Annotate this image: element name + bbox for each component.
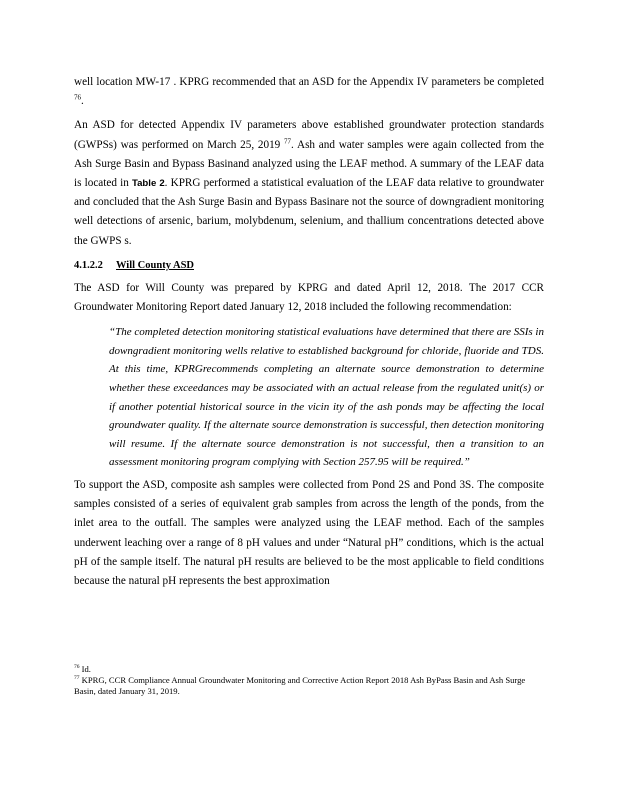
- document-body: [74, 73, 544, 597]
- table-2-reference: Table 2: [131, 178, 165, 190]
- footnotes: [74, 664, 549, 697]
- footnote-76: $^{76}$ Id.: [74, 664, 91, 674]
- section-heading: [74, 256, 544, 275]
- footnote-ref-77[interactable]: 77: [284, 136, 292, 145]
- paragraph-composite-samples: To support the ASD, composite ash samples were collected from Pond 2S and Pond 3S. The composite samples consisted of a series of equivalent grab samples from across the length of the ponds, from the inlet area to the outfall. The samples were analyzed using the LEAF method. Each of the samples underwent leaching over a range of 8 pH values and under “Natural pH” conditions, which is the actual pH of the sample itself. The natural pH results are believed to be the most applicable to field conditions because the natural pH represents the best approximation: [74, 478, 544, 587]
- paragraph-mw17: well location MW-17 . KPRG recommended that an ASD for the Appendix IV parameters be completed $^{76}$.: [74, 76, 544, 108]
- section-title: Will County ASD: [116, 259, 194, 271]
- section-number: 4.1.2.2: [74, 259, 103, 271]
- footnote-ref-76[interactable]: 76: [74, 93, 81, 102]
- paragraph-asd-appendix-iv: An ASD for detected Appendix IV parameters above established groundwater protection standards (GWPSs) was performed on March 25, 2019 $^{77}$. Ash and water samples were again collected from the Ash Surge Basin and Bypass Basinand analyzed using the LEAF method. A summary of the LEAF data is located in Table 2. KPRG performed a statistical evaluation of the LEAF data relative to groundwater and concluded that the Ash Surge Basin and Bypass Basinare not the source of downgradient monitoring well detections of arsenic, barium, molybdenum, selenium, and thallium concentrations detected above the GWPS s.: [74, 119, 545, 247]
- paragraph-will-county-asd: The ASD for Will County was prepared by KPRG and dated April 12, 2018. The 2017 CCR Groundwater Monitoring Report dated January 12, 2018 included the following recommendation:: [74, 281, 544, 314]
- footnote-77: $^{77}$ KPRG, CCR Compliance Annual Groundwater Monitoring and Corrective Action Report 2018 Ash ByPass Basin and Ash Surge Basin, dated January 31, 2019.: [74, 675, 526, 696]
- block-quote-recommendation: “The completed detection monitoring statistical evaluations have determined that there are SSIs in downgradient monitoring wells relative to established background for chloride, fluoride and TDS. At this time, KPRGrecommends completing an alternate source demonstration to determine whether these exceedances may be associated with an actual release from the regulated unit(s) or if another potential historical source in the vicin ity of the ash ponds may be affecting the local groundwater quality. If the alternate source demonstration is successful, then detection monitoring will resume. If the alternate source demonstration is not successful, then a transition to an assessment monitoring program complying with Section 257.95 will be required.”: [109, 326, 544, 469]
